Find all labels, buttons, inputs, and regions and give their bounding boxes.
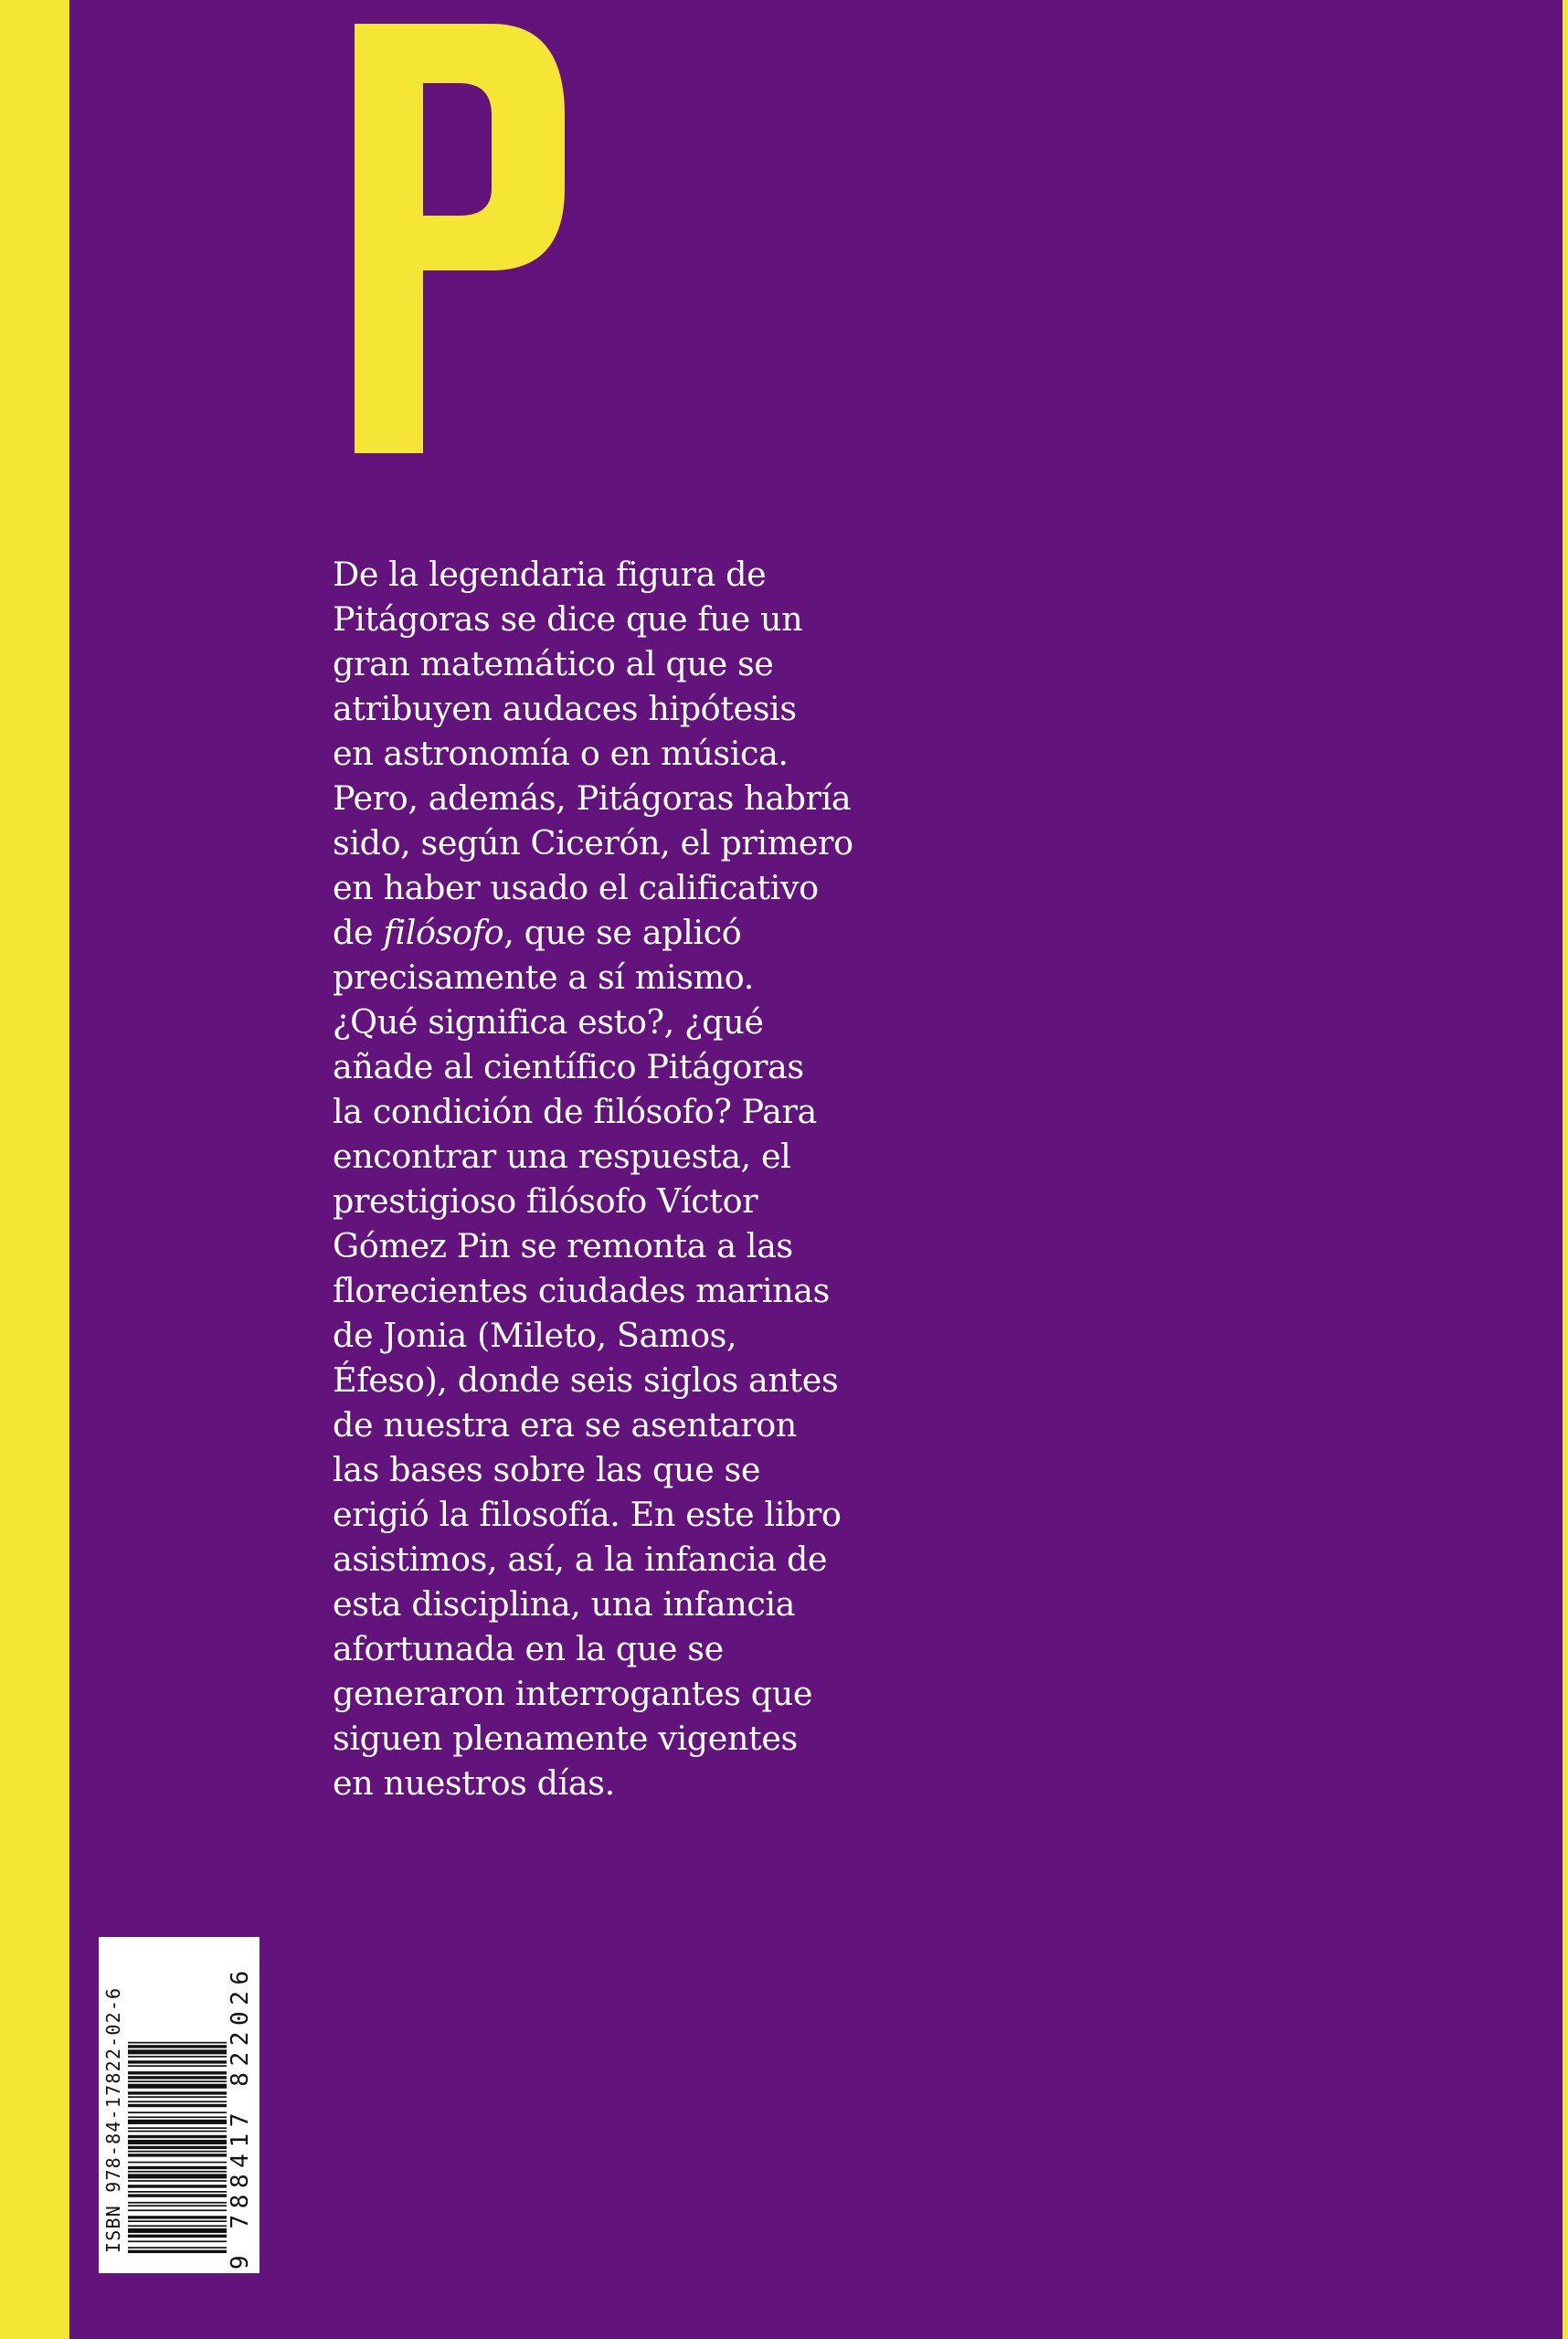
barcode-bar — [128, 2056, 227, 2058]
barcode-bar — [128, 2127, 227, 2129]
barcode-bar — [128, 2111, 227, 2113]
barcode-bar — [128, 2191, 227, 2193]
barcode-bar — [128, 2116, 227, 2118]
barcode-bar — [128, 2071, 227, 2074]
barcode-bar — [128, 2042, 227, 2044]
blurb-text: de — [333, 913, 384, 952]
barcode-bar — [128, 2151, 227, 2153]
isbn-label: ISBN 978-84-17822-02-6 — [102, 1986, 124, 2253]
blurb-line: siguen plenamente vigentes — [333, 1719, 798, 1758]
blurb-line: erigió la filosofía. En este libro — [333, 1495, 842, 1534]
blurb-line: las bases sobre las que se — [333, 1450, 761, 1489]
barcode-bar — [128, 2185, 227, 2187]
blurb-line: florecientes ciudades marinas — [333, 1271, 830, 1310]
barcode-bar — [128, 2166, 227, 2169]
barcode-bar — [128, 2228, 227, 2233]
blurb-line: afortunada en la que se — [333, 1629, 724, 1668]
blurb-line: precisamente a sí mismo. — [333, 958, 754, 997]
barcode-bar — [128, 2131, 227, 2133]
barcode-bar — [128, 2065, 227, 2067]
blurb-text: , que se aplicó — [503, 913, 742, 952]
barcode-bar — [128, 2120, 227, 2124]
blurb-line: prestigioso filósofo Víctor — [333, 1181, 758, 1221]
blurb-line: sido, según Cicerón, el primero — [333, 823, 853, 863]
blurb-line: encontrar una respuesta, el — [333, 1137, 791, 1176]
barcode-bar — [128, 2091, 227, 2094]
barcode-bar — [128, 2220, 227, 2222]
back-cover-blurb — [333, 552, 899, 1805]
barcode-bar — [128, 2154, 227, 2156]
ean-digits: 9 788417 822026 — [227, 1964, 254, 2270]
cover-big-letter-p — [355, 24, 565, 453]
barcode-bar — [128, 2247, 227, 2249]
blurb-line: atribuyen audaces hipótesis — [333, 689, 797, 728]
barcode-bar — [128, 2216, 227, 2218]
left-spine-band — [0, 0, 69, 2339]
blurb-line: gran matemático al que se — [333, 644, 774, 683]
barcode-bar — [128, 2225, 227, 2227]
barcode-bar — [128, 2162, 227, 2164]
barcode-bar — [128, 2240, 227, 2242]
blurb-line: en astronomía o en música. — [333, 734, 789, 773]
blurb-line: Gómez Pin se remonta a las — [333, 1226, 793, 1265]
barcode-bar — [128, 2104, 227, 2107]
blurb-line: en nuestros días. — [333, 1763, 615, 1803]
blurb-line: de Jonia (Mileto, Samos, — [333, 1316, 737, 1355]
barcode-bar — [128, 2194, 227, 2196]
blurb-italic-term: filósofo — [383, 913, 504, 952]
blurb-line: Pitágoras se dice que fue un — [333, 599, 803, 639]
blurb-line: de nuestra era se asentaron — [333, 1405, 797, 1445]
barcode-bar — [128, 2171, 227, 2173]
blurb-line: Éfeso), donde seis siglos antes — [333, 1360, 839, 1400]
barcode-bar — [128, 2235, 227, 2238]
barcode-bar — [128, 2135, 227, 2138]
barcode-bars — [128, 1959, 227, 2253]
barcode-bar — [128, 2146, 227, 2149]
blurb-line: la condición de filósofo? Para — [333, 1092, 817, 1131]
barcode-bar — [128, 2049, 227, 2054]
blurb-line: De la legendaria figura de — [333, 555, 767, 594]
barcode-bar — [128, 2101, 227, 2102]
blurb-line: ¿Qué significa esto?, ¿qué — [333, 1002, 764, 1042]
barcode-bar — [128, 2205, 227, 2207]
barcode-bar — [128, 2140, 227, 2144]
barcode-bar — [128, 2080, 227, 2082]
barcode-bar — [128, 2045, 227, 2048]
blurb-line: en haber usado el calificativo — [333, 868, 819, 907]
barcode-bar — [128, 2060, 227, 2063]
barcode-bar — [128, 2084, 227, 2089]
barcode-bar — [128, 2250, 227, 2253]
barcode-bar — [128, 2174, 227, 2178]
barcode-bar — [128, 2202, 227, 2204]
right-edge-band — [1563, 0, 1568, 2339]
barcode-bar — [128, 2180, 227, 2182]
blurb-line: asistimos, así, a la infancia de — [333, 1540, 828, 1579]
blurb-line: esta disciplina, una infancia — [333, 1584, 796, 1624]
blurb-line: añade al científico Pitágoras — [333, 1047, 804, 1086]
blurb-line — [333, 910, 899, 955]
barcode-rotated-block — [99, 1937, 260, 2273]
blurb-line: Pero, además, Pitágoras habría — [333, 778, 852, 818]
barcode-bar — [128, 2076, 227, 2079]
barcode-bar — [128, 2096, 227, 2098]
blurb-line: generaron interrogantes que — [333, 1674, 813, 1713]
isbn-barcode — [99, 1937, 260, 2273]
barcode-bar — [128, 2209, 227, 2211]
